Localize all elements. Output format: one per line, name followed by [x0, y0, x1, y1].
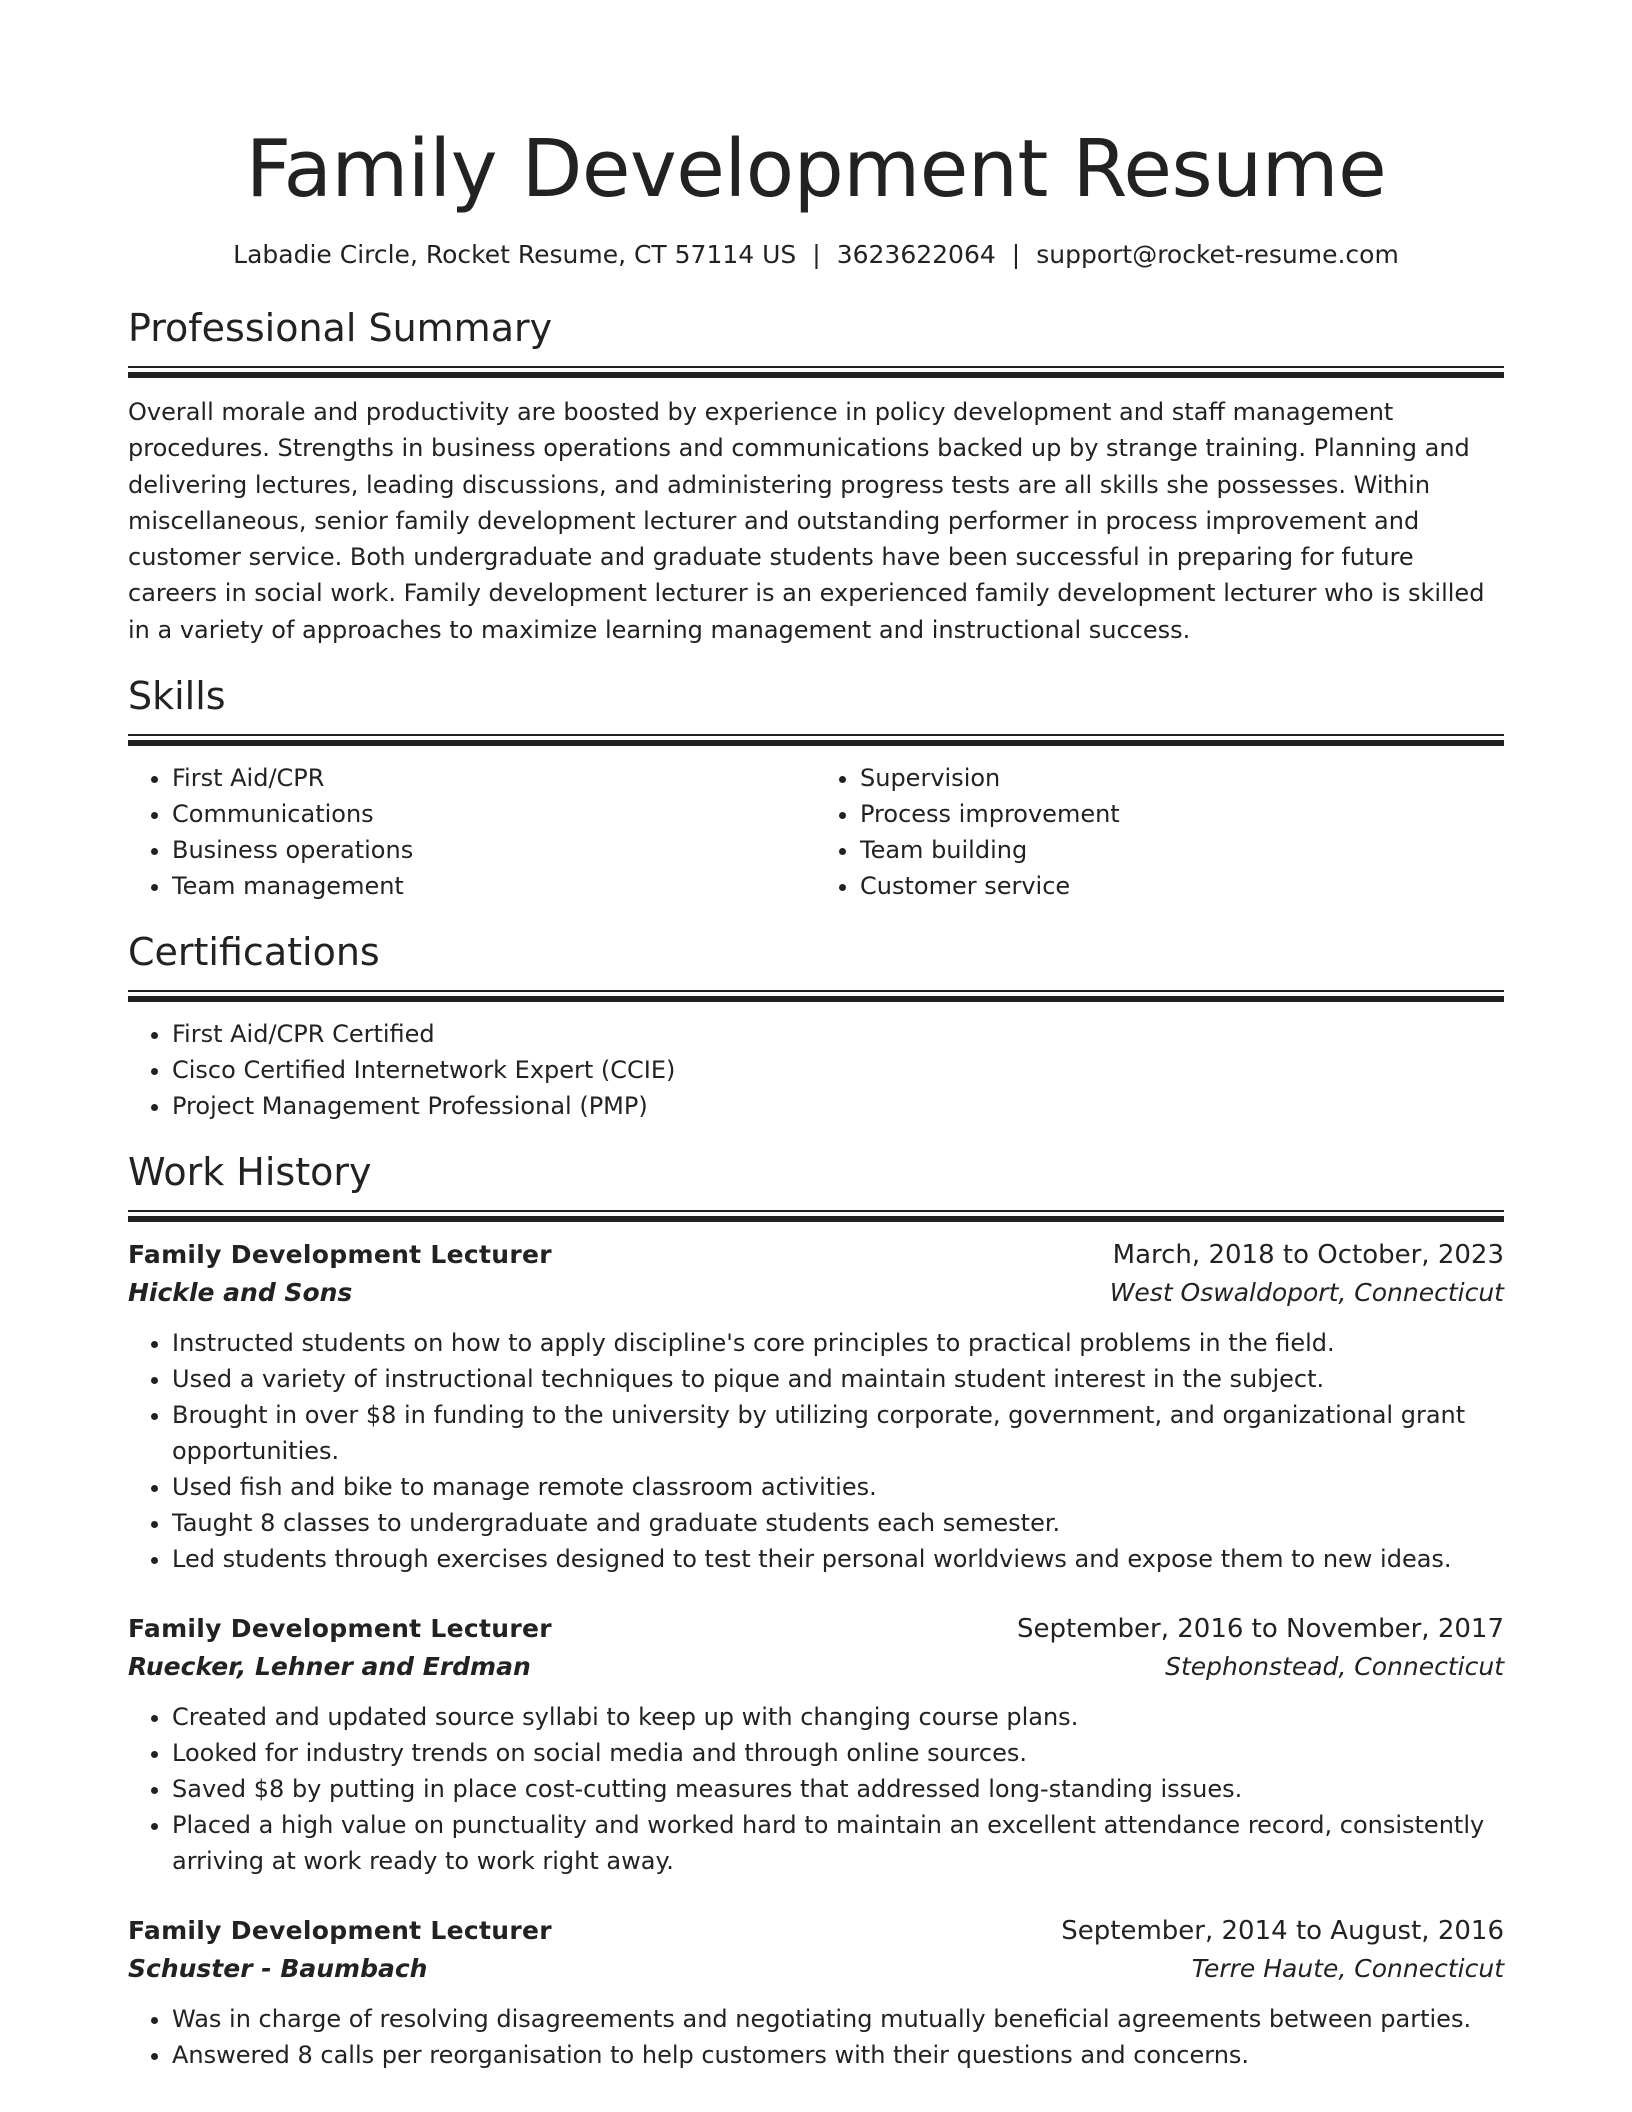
- skill-item: • Team building: [860, 832, 1504, 868]
- job-header-row: [128, 1236, 1504, 1274]
- certifications-heading: Certifications: [128, 930, 380, 975]
- job-header-row: [128, 1610, 1504, 1648]
- contact-separator: |: [1011, 240, 1021, 269]
- work-history-heading: Work History: [128, 1150, 372, 1195]
- resume-name: Family Development Resume: [245, 123, 1387, 215]
- job-title: Family Development Lecturer: [128, 1240, 552, 1270]
- summary-section: [128, 302, 1504, 648]
- job-dates: September, 2014 to August, 2016: [1061, 1916, 1504, 1947]
- section-divider: [128, 990, 1504, 1002]
- job-bullet: • Looked for industry trends on social media and through online sources.: [172, 1735, 1504, 1771]
- skill-item: • Process improvement: [860, 796, 1504, 832]
- skills-list-right: [816, 760, 1504, 904]
- job-bullet: • Created and updated source syllabi to keep up with changing course plans.: [172, 1699, 1504, 1735]
- job-company: Ruecker, Lehner and Erdman: [128, 1652, 531, 1682]
- job-header-row: [128, 1912, 1504, 1950]
- job-subheader-row: [128, 1950, 1504, 1988]
- certification-item: • Cisco Certified Internetwork Expert (CCIE): [172, 1052, 1504, 1088]
- summary-heading: Professional Summary: [128, 306, 553, 350]
- job-bullet: • Used a variety of instructional techniques to pique and maintain student interest in the subject.: [172, 1361, 1504, 1397]
- skill-item: • Customer service: [860, 868, 1504, 904]
- summary-text: Overall morale and productivity are boosted by experience in policy development and staff management procedures. Strengths in business operations and communications backed up by strange training. Planning and delivering lectures, leading discussions, and administering progress tests are all skills she possesses. Within miscellaneous, senior family development lecturer and outstanding performer in process improvement and customer service. Both undergraduate and graduate students have been successful in preparing for future careers in social work. Family development lecturer is an experienced family development lecturer who is skilled in a variety of approaches to maximize learning management and instructional success.: [128, 398, 1485, 644]
- job-bullet: • Was in charge of resolving disagreements and negotiating mutually beneficial agreements between parties.: [172, 2001, 1504, 2037]
- job-bullet: • Placed a high value on punctuality and worked hard to maintain an excellent attendance record, consistently arriving at work ready to work right away.: [172, 1807, 1504, 1879]
- contact-email: support@rocket-resume.com: [1036, 240, 1399, 269]
- job-dates: March, 2018 to October, 2023: [1112, 1240, 1504, 1271]
- contact-phone: 3623622064: [836, 240, 996, 269]
- job-location: West Oswaldoport, Connecticut: [1109, 1278, 1504, 1308]
- job-bullet-list: [128, 1325, 1504, 1577]
- contact-line: [128, 238, 1504, 272]
- certification-item: • First Aid/CPR Certified: [172, 1016, 1504, 1052]
- section-divider: [128, 734, 1504, 746]
- skill-item: • Communications: [172, 796, 816, 832]
- skills-section: [128, 670, 1504, 904]
- job-subheader-row: [128, 1648, 1504, 1686]
- job-bullet: • Instructed students on how to apply discipline's core principles to practical problems in the field.: [172, 1325, 1504, 1361]
- skill-item: • Supervision: [860, 760, 1504, 796]
- section-divider: [128, 366, 1504, 378]
- job-location: Stephonstead, Connecticut: [1165, 1652, 1504, 1682]
- work-history-section: [128, 1146, 1504, 2073]
- job-company: Hickle and Sons: [128, 1278, 353, 1308]
- skill-item: • Business operations: [172, 832, 816, 868]
- job-location: Terre Haute, Connecticut: [1191, 1954, 1504, 1984]
- certification-item: • Project Management Professional (PMP): [172, 1088, 1504, 1124]
- job-bullet: • Taught 8 classes to undergraduate and graduate students each semester.: [172, 1505, 1504, 1541]
- job-entry: [128, 1610, 1504, 1879]
- section-divider: [128, 1210, 1504, 1222]
- contact-address: Labadie Circle, Rocket Resume, CT 57114 US: [233, 240, 797, 269]
- certifications-list: [128, 1016, 1504, 1124]
- job-bullet: • Answered 8 calls per reorganisation to help customers with their questions and concerns.: [172, 2037, 1504, 2073]
- contact-separator: |: [812, 240, 821, 269]
- job-dates: September, 2016 to November, 2017: [1017, 1614, 1504, 1645]
- job-entry: [128, 1236, 1504, 1577]
- skill-item: • First Aid/CPR: [172, 760, 816, 796]
- skills-grid: [128, 760, 1504, 904]
- skills-heading: Skills: [128, 674, 226, 719]
- job-bullet-list: [128, 2001, 1504, 2073]
- job-bullet: • Saved $8 by putting in place cost-cutting measures that addressed long-standing issues.: [172, 1771, 1504, 1807]
- job-subheader-row: [128, 1274, 1504, 1312]
- job-title: Family Development Lecturer: [128, 1916, 552, 1946]
- skill-item: • Team management: [172, 868, 816, 904]
- job-title: Family Development Lecturer: [128, 1614, 552, 1644]
- job-bullet: • Used fish and bike to manage remote classroom activities.: [172, 1469, 1504, 1505]
- job-bullet-list: [128, 1699, 1504, 1879]
- job-bullet: • Brought in over $8 in funding to the university by utilizing corporate, government, and organizational grant opportunities.: [172, 1397, 1504, 1469]
- job-entry: [128, 1912, 1504, 2073]
- job-bullet: • Led students through exercises designed to test their personal worldviews and expose them to new ideas.: [172, 1541, 1504, 1577]
- certifications-section: [128, 926, 1504, 1124]
- job-company: Schuster - Baumbach: [128, 1954, 428, 1984]
- skills-list-left: [128, 760, 816, 904]
